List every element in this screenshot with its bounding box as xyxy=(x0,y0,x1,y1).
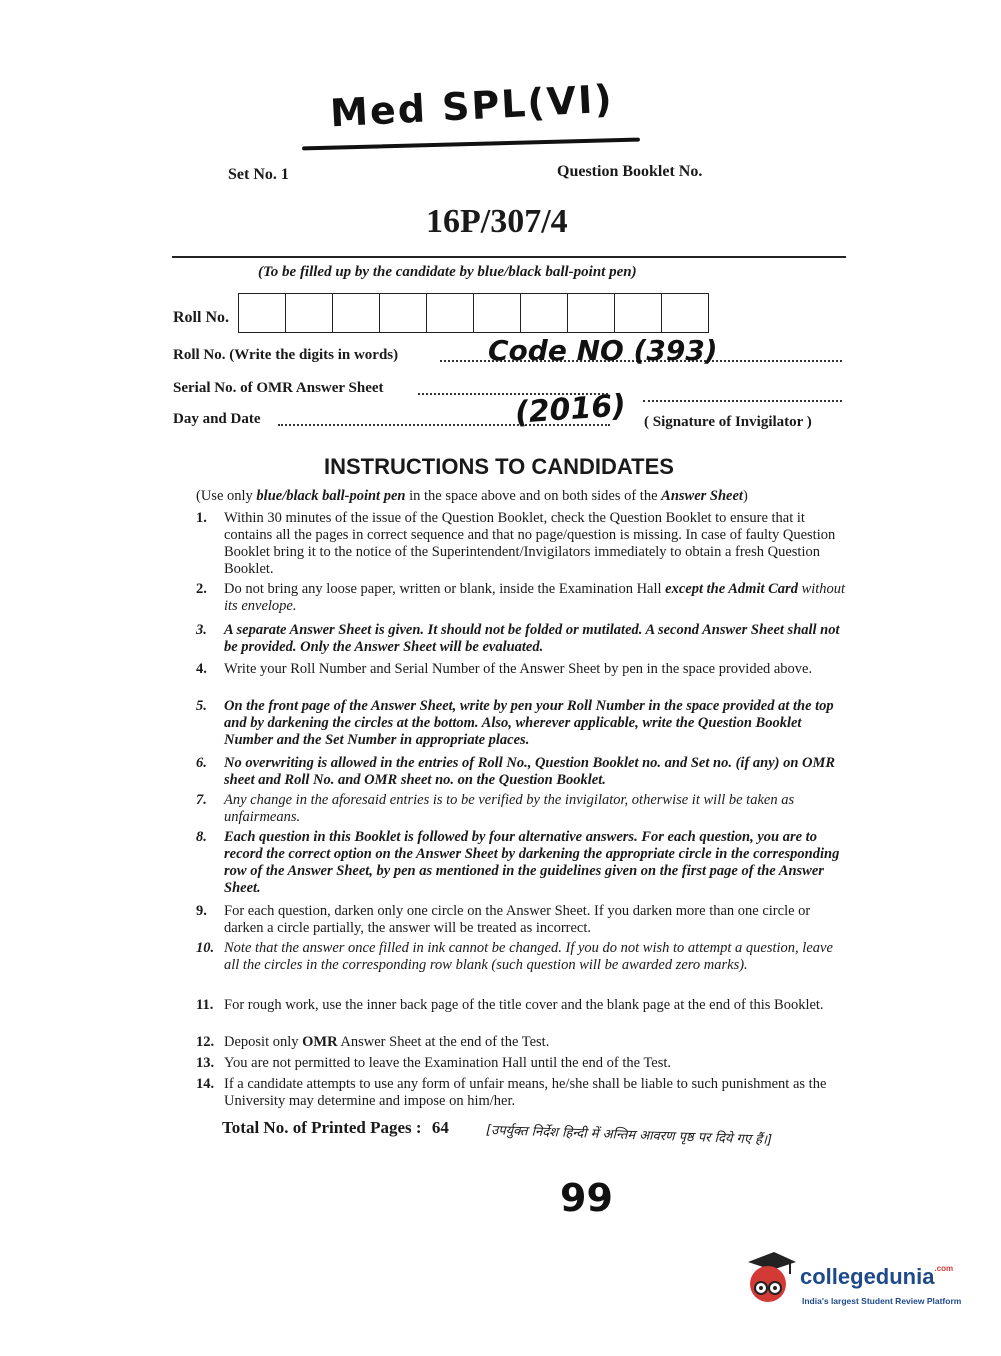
instruction-item xyxy=(196,940,846,974)
instruction-item xyxy=(196,1076,846,1110)
serial-omr-label: Serial No. of OMR Answer Sheet xyxy=(173,380,384,396)
invigilator-signature-label: ( Signature of Invigilator ) xyxy=(644,414,812,430)
instruction-number: 14. xyxy=(196,1076,215,1092)
instruction-text xyxy=(224,581,846,615)
instruction-emphasis: OMR xyxy=(302,1034,338,1050)
instruction-item xyxy=(196,622,846,656)
instruction-number: 6. xyxy=(196,755,207,771)
handwritten-code: Code NO (393) xyxy=(488,334,718,367)
day-date-label: Day and Date xyxy=(173,411,261,427)
roll-box[interactable] xyxy=(427,294,474,332)
total-pages-label: Total No. of Printed Pages : xyxy=(222,1118,422,1137)
brand-name xyxy=(800,1264,953,1290)
handwritten-page-number: 99 xyxy=(560,1176,613,1220)
instruction-text: Each question in this Booklet is followed by four alternative answers. For each question, you are to record the correct option on the Answer Sheet by darkening the appropriate circle in the corresponding row of the Answer Sheet, by pen as mentioned in the guidelines given on the first page of the Answer Sheet. xyxy=(224,829,840,896)
instruction-text: On the front page of the Answer Sheet, write by pen your Roll Number in the space provided at the top and by darkening the circles at the bottom. Also, wherever applicable, write the Question Booklet Number and the Set Number in appropriate places. xyxy=(224,698,834,748)
instruction-text: Write your Roll Number and Serial Number of the Answer Sheet by pen in the space provided above. xyxy=(224,661,813,677)
instruction-number: 5. xyxy=(196,698,207,714)
intro-pen: blue/black ball-point pen xyxy=(256,488,406,504)
instruction-text: If a candidate attempts to use any form of unfair means, he/she shall be liable to such punishment as the University may determine and impose on him/her. xyxy=(224,1076,827,1109)
instruction-part: Deposit only xyxy=(224,1034,303,1050)
instruction-number: 4. xyxy=(196,661,207,677)
roll-box[interactable] xyxy=(380,294,427,332)
instruction-text xyxy=(224,1034,846,1051)
instruction-number: 9. xyxy=(196,903,207,919)
total-pages-value: 64 xyxy=(431,1118,449,1137)
instruction-part: without its envelope. xyxy=(224,581,846,614)
instruction-text: For each question, darken only one circle on the Answer Sheet. If you darken more than one circle or darken a circle partially, the answer will be treated as incorrect. xyxy=(224,903,811,936)
roll-no-boxes[interactable] xyxy=(238,293,709,333)
instruction-emphasis: except the Admit Card xyxy=(665,581,798,597)
instruction-text: You are not permitted to leave the Examination Hall until the end of the Test. xyxy=(224,1055,672,1071)
roll-box[interactable] xyxy=(239,294,286,332)
hindi-note: [उपर्युक्त निर्देश हिन्दी में अन्तिम आवरण पृष्ठ पर दिये गए हैं।] xyxy=(485,1122,773,1148)
roll-box[interactable] xyxy=(333,294,380,332)
brand-tagline: India's largest Student Review Platform xyxy=(802,1296,962,1306)
instruction-item xyxy=(196,903,846,937)
intro-part: in the space above and on both sides of the xyxy=(405,488,662,504)
handwritten-underline xyxy=(302,138,640,151)
instruction-part: Answer Sheet at the end of the Test. xyxy=(337,1034,550,1050)
instruction-text: Note that the answer once filled in ink cannot be changed. If you do not wish to attempt a question, leave all the circles in the corresponding row blank (such question will be awarded zero marks). xyxy=(224,940,833,973)
intro-part: ) xyxy=(742,488,748,504)
instruction-number: 1. xyxy=(196,510,207,526)
brand-text: collegedunia xyxy=(800,1264,935,1289)
set-number: Set No. 1 xyxy=(228,166,289,183)
handwritten-year: (2016) xyxy=(513,388,628,431)
fill-note: (To be filled up by the candidate by blue/black ball-point pen) xyxy=(258,264,637,280)
roll-words-label: Roll No. (Write the digits in words) xyxy=(173,347,399,363)
collegedunia-logo xyxy=(742,1248,972,1318)
instruction-number: 13. xyxy=(196,1055,215,1071)
intro-answer-sheet: Answer Sheet xyxy=(661,488,743,504)
total-pages xyxy=(222,1118,449,1138)
instruction-number: 11. xyxy=(196,997,214,1013)
instruction-number: 2. xyxy=(196,581,207,597)
instructions-heading: INSTRUCTIONS TO CANDIDATES xyxy=(324,454,674,479)
roll-box[interactable] xyxy=(521,294,568,332)
roll-box[interactable] xyxy=(286,294,333,332)
instruction-item xyxy=(196,755,846,789)
instruction-item xyxy=(196,661,846,678)
instruction-item xyxy=(196,1055,846,1072)
instruction-item xyxy=(196,698,846,749)
intro-part: (Use only xyxy=(196,488,257,504)
instruction-item xyxy=(196,792,846,826)
instruction-text: No overwriting is allowed in the entries of Roll No., Question Booklet no. and Set no. (if any) on OMR sheet and Roll No. and OMR sheet no. on the Question Booklet. xyxy=(224,755,836,788)
question-booklet-label: Question Booklet No. xyxy=(557,163,703,180)
roll-no-label: Roll No. xyxy=(173,309,229,326)
instruction-item xyxy=(196,997,846,1014)
roll-box[interactable] xyxy=(474,294,521,332)
handwritten-title: Med SPL(VI) xyxy=(329,76,615,136)
instruction-text: A separate Answer Sheet is given. It should not be folded or mutilated. A second Answer Sheet shall not be provided. Only the Answer Sheet will be evaluated. xyxy=(224,622,840,655)
instruction-text: Any change in the aforesaid entries is to be verified by the invigilator, otherwise it will be taken as unfairmeans. xyxy=(224,792,795,825)
instruction-number: 10. xyxy=(196,940,215,956)
instruction-item xyxy=(196,829,846,897)
instruction-number: 12. xyxy=(196,1034,215,1050)
signature-line[interactable] xyxy=(643,400,842,402)
header-rule xyxy=(172,256,846,258)
roll-box[interactable] xyxy=(568,294,615,332)
brand-com: .com xyxy=(934,1264,954,1273)
roll-box[interactable] xyxy=(615,294,662,332)
instructions-intro xyxy=(196,488,748,505)
instruction-part: Do not bring any loose paper, written or blank, inside the Examination Hall xyxy=(224,581,666,597)
instruction-number: 7. xyxy=(196,792,207,808)
roll-box[interactable] xyxy=(662,294,708,332)
instruction-item xyxy=(196,581,846,615)
instruction-number: 8. xyxy=(196,829,207,845)
paper-code: 16P/307/4 xyxy=(426,203,568,240)
instruction-item xyxy=(196,510,846,578)
instruction-number: 3. xyxy=(196,622,207,638)
instruction-text: Within 30 minutes of the issue of the Question Booklet, check the Question Booklet to ensure that it contains all the pages in correct sequence and that no page/question is missing. In case of faulty Question Booklet bring it to the notice of the Superintendent/Invigilators immediately to obtain a fresh Question Booklet. xyxy=(224,510,836,577)
instruction-item xyxy=(196,1034,846,1051)
instruction-text: For rough work, use the inner back page of the title cover and the blank page at the end of this Booklet. xyxy=(224,997,824,1013)
mascot-icon xyxy=(742,1248,798,1314)
